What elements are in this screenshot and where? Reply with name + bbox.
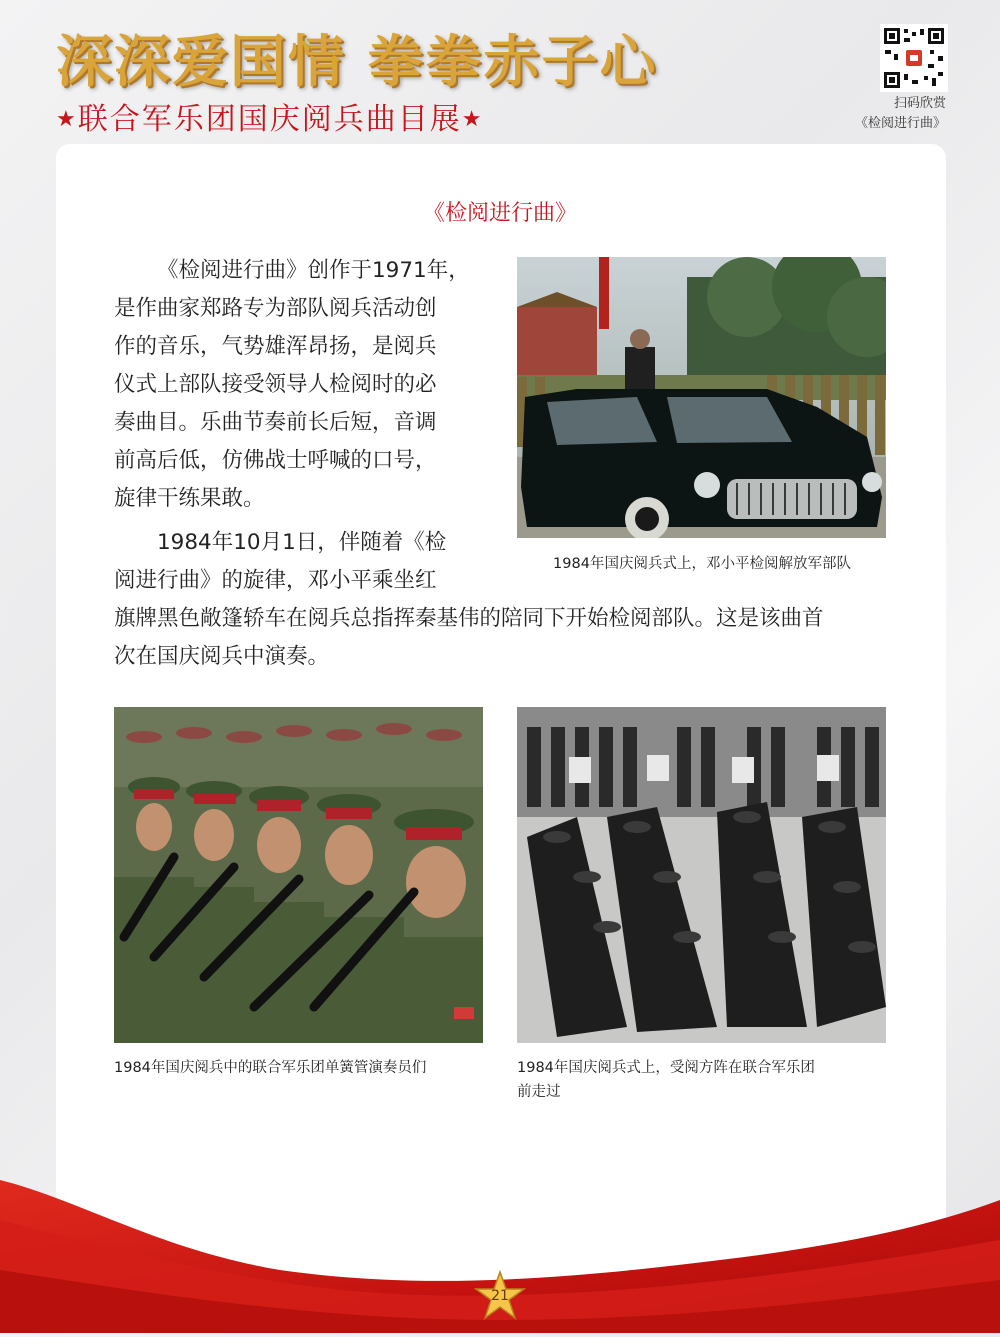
text-line: 奏曲目。乐曲节奏前长后短，音调 [114,410,437,435]
text-line: 仪式上部队接受领导人检阅时的必 [114,372,437,397]
photo-caption-bottom-left: 1984年国庆阅兵中的联合军乐团单簧管演奏员们 [114,1060,427,1076]
text-line: 旋律干练果敢。 [114,486,265,511]
star-icon: ★ [461,107,484,132]
text-line: 次在国庆阅兵中演奏。 [114,644,330,669]
photo-review-car [517,257,886,538]
text-line: 前高后低，仿佛战士呼喊的口号， [114,448,437,473]
photo-marching-formation [517,707,886,1043]
page-banner-subtitle [56,94,483,138]
photo-clarinet-players [114,707,483,1043]
page-number: 21 [491,1288,509,1304]
qr-caption: 扫码欣赏 《检阅进行曲》 [854,96,946,131]
text-line: 阅进行曲》的旋律，邓小平乘坐红 [114,568,437,593]
text-line: 作的音乐，气势雄浑昂扬，是阅兵 [114,334,437,359]
text-line: 旗牌黑色敞篷轿车在阅兵总指挥秦基伟的陪同下开始检阅部队。这是该曲首 [114,606,824,631]
text-line: 1984年10月1日，伴随着《检 [157,530,447,555]
qr-code-icon[interactable] [880,24,948,92]
article-paragraph-2 [114,524,904,676]
photo-caption-top: 1984年国庆阅兵式上，邓小平检阅解放军部队 [553,556,851,572]
page-banner-title: 深深爱国情 拳拳赤子心 [56,30,658,95]
text-line: 是作曲家郑路专为部队阅兵活动创 [114,296,437,321]
article-title: 《检阅进行曲》 [422,201,577,226]
text-line: 《检阅进行曲》创作于1971年， [157,258,470,283]
star-icon: ★ [56,107,78,132]
photo-caption-bottom-right: 1984年国庆阅兵式上，受阅方阵在联合军乐团 前走过 [517,1060,815,1100]
article-paragraph-1 [114,252,494,518]
subtitle-text: 联合军乐团国庆阅兵曲目展 [77,102,462,137]
